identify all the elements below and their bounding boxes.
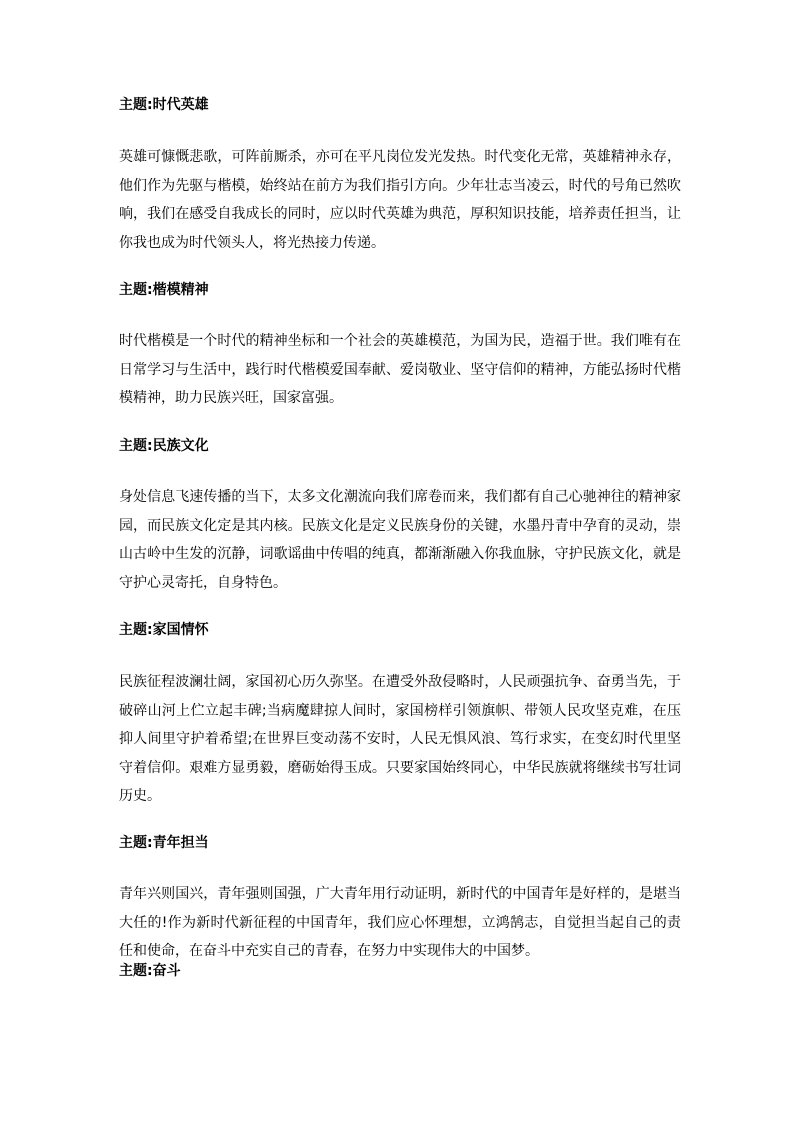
section-body-heroes: 英雄可慷慨悲歌，可阵前厮杀，亦可在平凡岗位发光发热。时代变化无常，英雄精神永存，他们作为先驱与楷模，始终站在前方为我们指引方向。少年壮志当凌云，时代的号角已然吹响，我们在感受自我成长的同时，应以时代英雄为典范，厚积知识技能，培养责任担当，让你我也成为时代领头人，将光热接力传递。 (119, 149, 681, 251)
section-body-role-models: 时代楷模是一个时代的精神坐标和一个社会的英雄模范，为国为民，造福于世。我们唯有在日常学习与生活中，践行时代楷模爱国奉献、爱岗敬业、坚守信仰的精神，方能弘扬时代楷模精神，助力民族兴旺，国家富强。 (119, 333, 681, 406)
section-title-national-culture: 主题:民族文化 (119, 438, 209, 454)
section-title-role-models: 主题:楷模精神 (119, 282, 209, 298)
section-title-heroes: 主题:时代英雄 (119, 97, 209, 113)
section-body-youth-responsibility: 青年兴则国兴，青年强则国强，广大青年用行动证明，新时代的中国青年是好样的，是堪当大任的!作为新时代新征程的中国青年，我们应心怀理想，立鸿鹄志，自觉担当起自己的责任和使命，在奋斗中充实自己的青春，在努力中实现伟大的中国梦。 (119, 886, 681, 959)
section-title-striving: 主题:奋斗 (119, 963, 181, 979)
section-title-patriotism: 主题:家国情怀 (119, 622, 209, 638)
section-body-national-culture: 身处信息飞速传播的当下，太多文化潮流向我们席卷而来，我们都有自己心驰神往的精神家园，而民族文化定是其内核。民族文化是定义民族身份的关键，水墨丹青中孕育的灵动，崇山古岭中生发的沉静，词歌谣曲中传唱的纯真，都渐渐融入你我血脉，守护民族文化，就是守护心灵寄托，自身特色。 (119, 489, 681, 591)
section-body-patriotism: 民族征程波澜壮阔，家国初心历久弥坚。在遭受外敌侵略时，人民顽强抗争、奋勇当先，于破碎山河上伫立起丰碑;当病魔肆掠人间时，家国榜样引领旗帜、带领人民攻坚克难，在压抑人间里守护着希望;在世界巨变动荡不安时，人民无惧风浪、笃行求实，在变幻时代里坚守着信仰。艰难方显勇毅，磨砺始得玉成。只要家国始终同心，中华民族就将继续书写壮词历史。 (119, 674, 681, 804)
section-title-youth-responsibility: 主题:青年担当 (119, 835, 209, 851)
